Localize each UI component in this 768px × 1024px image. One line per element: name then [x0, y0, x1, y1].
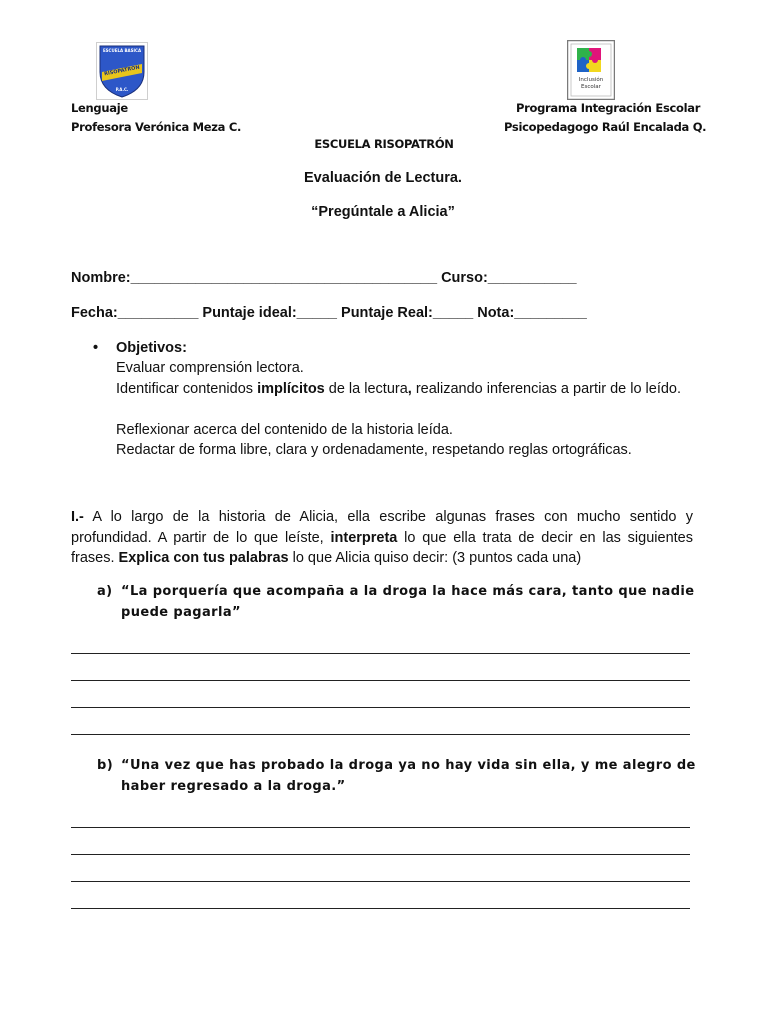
answer-line[interactable]	[71, 908, 690, 909]
question-line: “Una vez que has probado la droga ya no hay vida sin ella, y me alegro de	[121, 758, 696, 773]
objective-text: Identificar contenidos	[116, 381, 258, 397]
pie-logo	[567, 40, 615, 100]
question-label: b)	[97, 758, 114, 773]
answer-line[interactable]	[71, 854, 690, 855]
header-teacher: Profesora Verónica Meza C.	[71, 120, 242, 134]
header-program: Programa Integración Escolar	[516, 101, 701, 115]
question-quote	[121, 755, 694, 797]
objective-text: realizando inferencias a partir de lo leído.	[411, 381, 682, 397]
question-quote	[121, 581, 694, 623]
section-instructions	[71, 507, 693, 569]
question-line: haber regresado a la droga.”	[121, 779, 346, 794]
instruction-keyword: Explica con tus palabras	[118, 550, 289, 566]
question-line: puede pagarla”	[121, 605, 241, 620]
name-course-field[interactable]: Nombre:______________________________________ Curso:___________	[71, 270, 577, 286]
objective-item: Evaluar comprensión lectora.	[116, 360, 304, 376]
date-score-field[interactable]: Fecha:__________ Puntaje ideal:_____ Puntaje Real:_____ Nota:_________	[71, 305, 587, 321]
instruction-text: A lo largo de la historia de Alicia, ella escribe algunas frases con mucho sentido y profundidad. A partir de lo que leíste,	[71, 509, 693, 546]
question-label: a)	[97, 584, 113, 599]
instruction-text: lo que Alicia quiso decir: (3 puntos cada una)	[288, 550, 582, 566]
section-label: I.-	[71, 509, 84, 525]
objective-item: Redactar de forma libre, clara y ordenadamente, respetando reglas ortográficas.	[116, 442, 632, 458]
answer-line[interactable]	[71, 653, 690, 654]
answer-line[interactable]	[71, 680, 690, 681]
objective-item: Reflexionar acerca del contenido de la historia leída.	[116, 422, 453, 438]
school-logo	[96, 42, 148, 100]
question-line: “La porquería que acompaña a la droga la hace más cara, tanto que nadie	[121, 584, 695, 599]
school-logo-text-mid: RISOPATRON	[103, 64, 141, 78]
page-subtitle: “Pregúntale a Alicia”	[311, 204, 455, 220]
objective-item	[116, 379, 693, 400]
school-logo-text-top: ESCUELA BASICA	[102, 48, 142, 53]
answer-line[interactable]	[71, 734, 690, 735]
instruction-text: lo que ella trata de decir en las siguientes frases.	[71, 529, 693, 566]
answer-line[interactable]	[71, 707, 690, 708]
header-school: ESCUELA RISOPATRÓN	[314, 137, 454, 151]
objective-comma: ,	[407, 381, 412, 397]
objective-text: de la lectura	[324, 381, 408, 397]
header-psychopedagogue: Psicopedagogo Raúl Encalada Q.	[504, 120, 707, 134]
objective-keyword: implícitos	[257, 381, 325, 397]
header-subject: Lenguaje	[71, 101, 128, 115]
pie-logo-text: Inclusión Escolar	[578, 77, 604, 90]
page-title: Evaluación de Lectura.	[304, 170, 462, 186]
instruction-keyword: interpreta	[330, 529, 398, 546]
puzzle-icon	[567, 40, 615, 100]
school-logo-text-bottom: P.A.C.	[115, 87, 129, 92]
objectives-bullet: •	[93, 340, 99, 356]
objectives-heading: Objetivos:	[116, 340, 187, 356]
answer-line[interactable]	[71, 881, 690, 882]
answer-line[interactable]	[71, 827, 690, 828]
